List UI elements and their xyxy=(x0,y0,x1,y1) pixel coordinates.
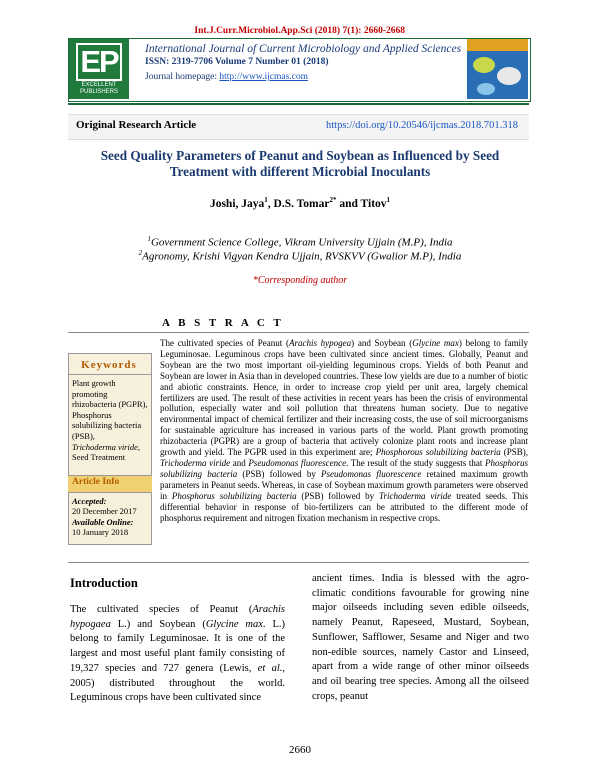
article-info-heading: Article Info xyxy=(72,477,120,487)
abstract-rule-bottom xyxy=(68,562,529,563)
running-head: Int.J.Curr.Microbiol.App.Sci (2018) 7(1): 2660-2668 xyxy=(194,26,405,36)
affiliation-1-sup: 1 xyxy=(147,235,151,243)
accepted-label: Accepted: xyxy=(72,496,107,506)
logo-letters: EP xyxy=(76,43,121,81)
keyword-item: Phosphorus solubilizing bacteria (PSB), xyxy=(72,409,142,441)
introduction-heading: Introduction xyxy=(70,576,138,590)
author-2: D.S. Tomar xyxy=(273,197,330,210)
abstract-italic: Phosphorous solubilizing bacteria xyxy=(375,447,501,458)
keyword-item: Seed Treatment xyxy=(72,452,126,463)
abstract-italic: Arachis hypogea xyxy=(288,338,352,348)
journal-homepage xyxy=(145,72,308,82)
intro-column-2: ancient times. India is blessed with the agro-climatic conditions favourable for growing nine major oilseeds including seven edible oilseeds, namely Peanut, Rapeseed, Mustard, Soybean, Sunflower, Safflower, Sesame and Niger and two non-edible sources, namely Castor and Linseed, apart from a wide range of other minor oilseeds and oil bearing tree species. Among all the oilseed crops, peanut xyxy=(312,573,529,702)
header-divider xyxy=(68,103,529,105)
affiliation-1 xyxy=(0,235,600,249)
author-3: Titov xyxy=(360,197,387,210)
journal-name: International Journal of Current Microbiology and Applied Sciences xyxy=(145,43,462,55)
intro-column-1 xyxy=(70,603,285,706)
online-label: Available Online: xyxy=(72,516,134,527)
author-and: and xyxy=(336,197,361,210)
abstract-span: retained maximum growth parameters in Peanut seeds. Whereas, in case of Soybean maximum growth parameters were observed in xyxy=(160,468,529,501)
affiliation-1-text: Government Science College, Vikram University Ujjain (M.P), India xyxy=(150,236,453,249)
accepted-date: 20 December 2017 xyxy=(72,506,137,517)
abstract-span: The cultivated species of Peanut ( xyxy=(160,338,289,348)
keywords-rule xyxy=(68,374,152,375)
issn-line: ISSN: 2319-7706 Volume 7 Number 01 (2018) xyxy=(145,57,329,67)
author-1: Joshi, Jaya xyxy=(209,197,265,210)
doi-link[interactable]: https://doi.org/10.20546/ijcmas.2018.701.318 xyxy=(325,120,518,131)
homepage-label: Journal homepage: xyxy=(145,72,220,82)
page-number: 2660 xyxy=(289,744,311,756)
affiliation-2-text: Agronomy, Krishi Vigyan Kendra Ujjain, RVSKVV (Gwalior M.P), India xyxy=(142,250,462,263)
author-3-sup: 1 xyxy=(386,196,391,204)
keyword-item: Plant growth promoting rhizobacteria (PGPR), xyxy=(72,378,148,410)
article-info-body xyxy=(72,496,148,537)
corresponding-author: *Corresponding author xyxy=(252,275,348,286)
author-2-sup: 2* xyxy=(329,196,337,204)
title-line-2: Treatment with different Microbial Inoculants xyxy=(169,164,431,179)
article-type: Original Research Article xyxy=(76,119,197,131)
abstract-span: . The result of the study suggests that xyxy=(346,457,485,468)
abstract-span: treated seeds. This differential behavior in response of bio-fertilizers can be attributed to the different mode of phosphorus requirement and nitrogen fixation mechanism in respective crops. xyxy=(160,490,528,523)
intro-italic: Arachis hypogaea xyxy=(70,604,285,630)
abstract-span: ) and Soybean ( xyxy=(351,338,413,348)
abstract-italic: Pseudomonas fluorescence xyxy=(321,468,422,479)
title-line-1: Seed Quality Parameters of Peanut and Soybean as Influenced by Seed xyxy=(100,148,500,163)
authors xyxy=(0,196,600,210)
keyword-item: Trichoderma viride, xyxy=(72,441,140,452)
abstract-span: (PSB), xyxy=(500,447,528,458)
abstract-rule-top xyxy=(68,332,529,333)
abstract-heading: A B S T R A C T xyxy=(162,317,284,329)
logo-line2: PUBLISHERS xyxy=(79,89,118,95)
paper-title xyxy=(70,148,530,180)
intro-span: L.) and Soybean ( xyxy=(110,618,206,630)
abstract-span: (PSB) followed by xyxy=(237,468,322,479)
abstract-italic: Phosphorus solubilizing bacteria xyxy=(171,490,297,501)
intro-italic: et al., xyxy=(257,662,285,674)
abstract-italic: Phosphorus solubilizing bacteria xyxy=(160,457,528,479)
intro-span: . L.) belong to family Leguminosae. It is one of the largest and most useful plant family consisting of 19,327 species and 727 genera (Lewis, xyxy=(70,618,285,674)
affiliation-2 xyxy=(0,249,600,263)
abstract-italic: Trichoderma viride xyxy=(160,457,231,468)
intro-italic: Glycine max xyxy=(205,618,263,630)
affiliation-2-sup: 2 xyxy=(138,249,143,257)
keywords-list xyxy=(72,378,148,463)
abstract-span: ) belong to family Leguminosae. Leguminous crops have been cultivated since ancient times. Globally, Peanut and Soybean are the two most important oil-yielding leguminous crops. Yields of both Peanut and Soybean are lower in Asia than in developed countries. These low yields are due to a number of biotic and abiotic constraints. Hence, in order to increase crop yield per unit area, largely chemical fertilizers are used. The result of these activities in recent years has been the crisis of environmental pollution, especially water and soil pollution that threatens human society. Due to negative environmental impact of chemical fertilizer and their increasing costs, the use of soil microorganisms for sustainable agriculture has increased in various parts of the world. Plant growth promoting rhizobacteria (PGPR) are a group of bacteria that actively colonize plant roots and increase plant growth and yield. The PGPR used in this experiment are; xyxy=(160,338,528,458)
journal-cover-image xyxy=(467,39,528,99)
abstract-span: and xyxy=(230,457,249,468)
abstract-span: (PSB) followed by xyxy=(296,490,379,501)
intro-span: The cultivated species of Peanut ( xyxy=(70,604,253,615)
homepage-link[interactable]: http://www.ijcmas.com xyxy=(219,72,308,82)
abstract-body xyxy=(160,338,528,523)
author-1-sup: 1 xyxy=(264,196,268,204)
author-sep: , xyxy=(267,197,274,210)
intro-span: 2005) distributed throughout the world. Leguminous crops have been cultivated since xyxy=(70,677,285,704)
abstract-italic: Glycine max xyxy=(412,338,459,348)
abstract-italic: Pseudomonas fluorescence xyxy=(248,457,347,468)
online-date: 10 January 2018 xyxy=(72,526,129,537)
publisher-logo xyxy=(69,39,129,99)
abstract-italic: Trichoderma viride xyxy=(379,490,452,501)
keywords-heading: Keywords xyxy=(81,359,137,371)
logo-line1: EXCELLENT xyxy=(81,82,117,88)
